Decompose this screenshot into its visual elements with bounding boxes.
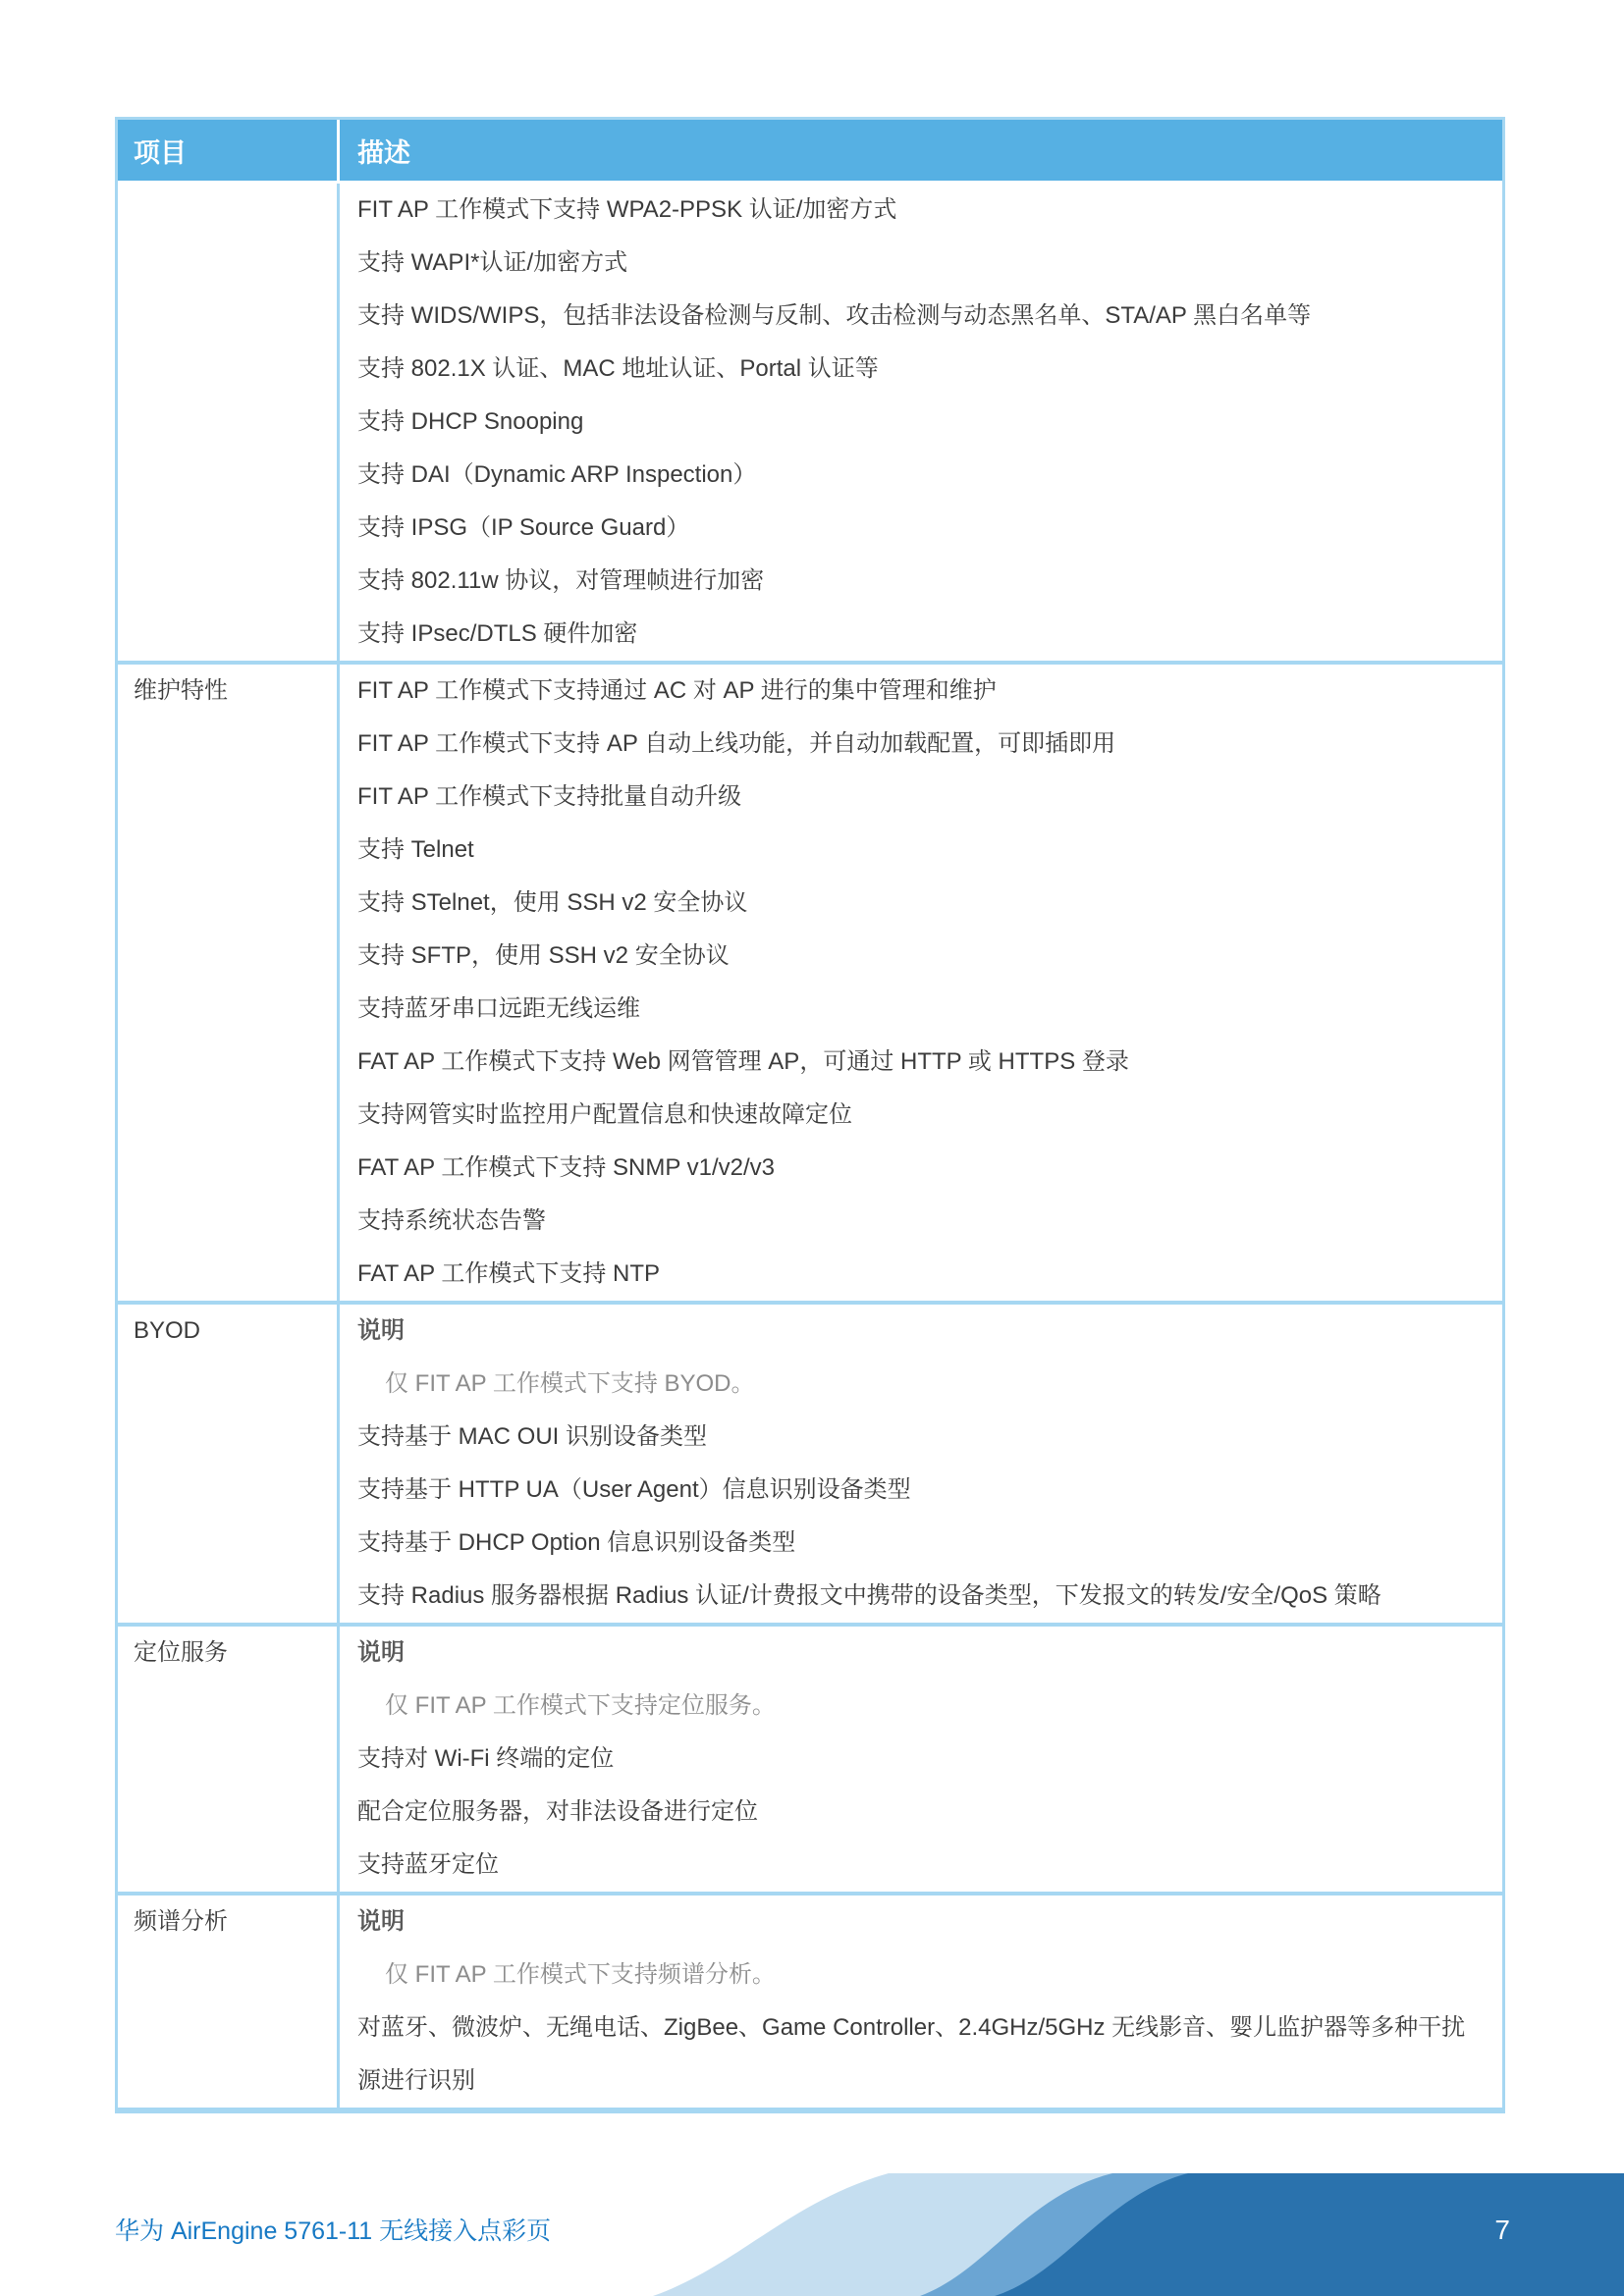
item-cell	[118, 665, 340, 1301]
item-cell	[118, 1896, 340, 2108]
note-text: 仅 FIT AP 工作模式下支持 BYOD。	[385, 1370, 755, 1397]
spec-table	[115, 117, 1505, 2113]
column-header-description: 描述	[357, 137, 410, 168]
item-label: 频谱分析	[134, 1908, 228, 1935]
footer-wave-decoration	[609, 2173, 1624, 2296]
page-number: 7	[1494, 2215, 1510, 2245]
note-text: 仅 FIT AP 工作模式下支持频谱分析。	[385, 1961, 776, 1988]
description-line: 支持 IPSG（IP Source Guard）	[357, 514, 690, 541]
note-heading: 说明	[357, 1908, 405, 1935]
table-row	[118, 1301, 1502, 1623]
description-line: FIT AP 工作模式下支持 WPA2-PPSK 认证/加密方式	[357, 196, 897, 223]
item-cell	[118, 1627, 340, 1892]
description-line: FIT AP 工作模式下支持 AP 自动上线功能，并自动加载配置，可即插即用	[357, 730, 1116, 757]
description-line: 支持 802.1X 认证、MAC 地址认证、Portal 认证等	[357, 355, 879, 382]
note-heading: 说明	[357, 1639, 405, 1666]
description-line: 支持 WIDS/WIPS，包括非法设备检测与反制、攻击检测与动态黑名单、STA/AP 黑白名单等	[357, 302, 1312, 329]
description-cell	[340, 184, 1502, 661]
description-line: 支持 DAI（Dynamic ARP Inspection）	[357, 461, 757, 488]
item-cell	[118, 184, 340, 661]
description-line: 支持基于 MAC OUI 识别设备类型	[357, 1423, 708, 1450]
description-line: FAT AP 工作模式下支持 SNMP v1/v2/v3	[357, 1154, 776, 1181]
table-row	[118, 661, 1502, 1301]
description-line: 对蓝牙、微波炉、无绳电话、ZigBee、Game Controller、2.4GHz/5GHz 无线影音、婴儿监护器等多种干扰源进行识别	[357, 2014, 1466, 2094]
description-line: 支持 DHCP Snooping	[357, 408, 584, 435]
description-line: 支持系统状态告警	[357, 1207, 546, 1234]
item-label: 定位服务	[134, 1639, 228, 1666]
description-cell	[340, 665, 1502, 1301]
description-line: 支持 IPsec/DTLS 硬件加密	[357, 620, 638, 647]
table-header-row	[118, 120, 1502, 184]
description-line: 支持蓝牙定位	[357, 1851, 499, 1878]
description-cell	[340, 1627, 1502, 1892]
description-cell	[340, 1305, 1502, 1623]
description-line: 支持蓝牙串口远距无线运维	[357, 995, 640, 1022]
description-line: 支持网管实时监控用户配置信息和快速故障定位	[357, 1101, 852, 1128]
description-line: FIT AP 工作模式下支持批量自动升级	[357, 783, 742, 810]
description-cell	[340, 1896, 1502, 2108]
note-text: 仅 FIT AP 工作模式下支持定位服务。	[385, 1692, 776, 1719]
description-line: 支持 802.11w 协议，对管理帧进行加密	[357, 567, 765, 594]
description-line: 支持 Radius 服务器根据 Radius 认证/计费报文中携带的设备类型，下发报文的转发/安全/QoS 策略	[357, 1582, 1381, 1609]
description-line: 支持 Telnet	[357, 836, 474, 863]
description-line: FAT AP 工作模式下支持 NTP	[357, 1260, 661, 1287]
item-label: BYOD	[134, 1317, 201, 1344]
item-cell	[118, 1305, 340, 1623]
description-line: FIT AP 工作模式下支持通过 AC 对 AP 进行的集中管理和维护	[357, 677, 997, 704]
item-label: 维护特性	[134, 677, 228, 704]
description-line: FAT AP 工作模式下支持 Web 网管管理 AP，可通过 HTTP 或 HTTPS 登录	[357, 1048, 1129, 1075]
description-line: 支持 STelnet，使用 SSH v2 安全协议	[357, 889, 748, 916]
note-heading: 说明	[357, 1317, 405, 1344]
description-line: 支持基于 HTTP UA（User Agent）信息识别设备类型	[357, 1476, 911, 1503]
description-line: 配合定位服务器，对非法设备进行定位	[357, 1798, 758, 1825]
item-label	[134, 184, 337, 237]
description-line: 支持 WAPI*认证/加密方式	[357, 249, 628, 276]
description-line: 支持 SFTP，使用 SSH v2 安全协议	[357, 942, 730, 969]
footer-doc-title: 华为 AirEngine 5761-11 无线接入点彩页	[115, 2217, 552, 2245]
table-row	[118, 1623, 1502, 1892]
table-row	[118, 1892, 1502, 2108]
description-line: 支持对 Wi-Fi 终端的定位	[357, 1745, 615, 1772]
table-body	[118, 184, 1502, 2108]
table-row	[118, 184, 1502, 661]
column-header-item: 项目	[118, 120, 340, 181]
description-line: 支持基于 DHCP Option 信息识别设备类型	[357, 1529, 796, 1556]
